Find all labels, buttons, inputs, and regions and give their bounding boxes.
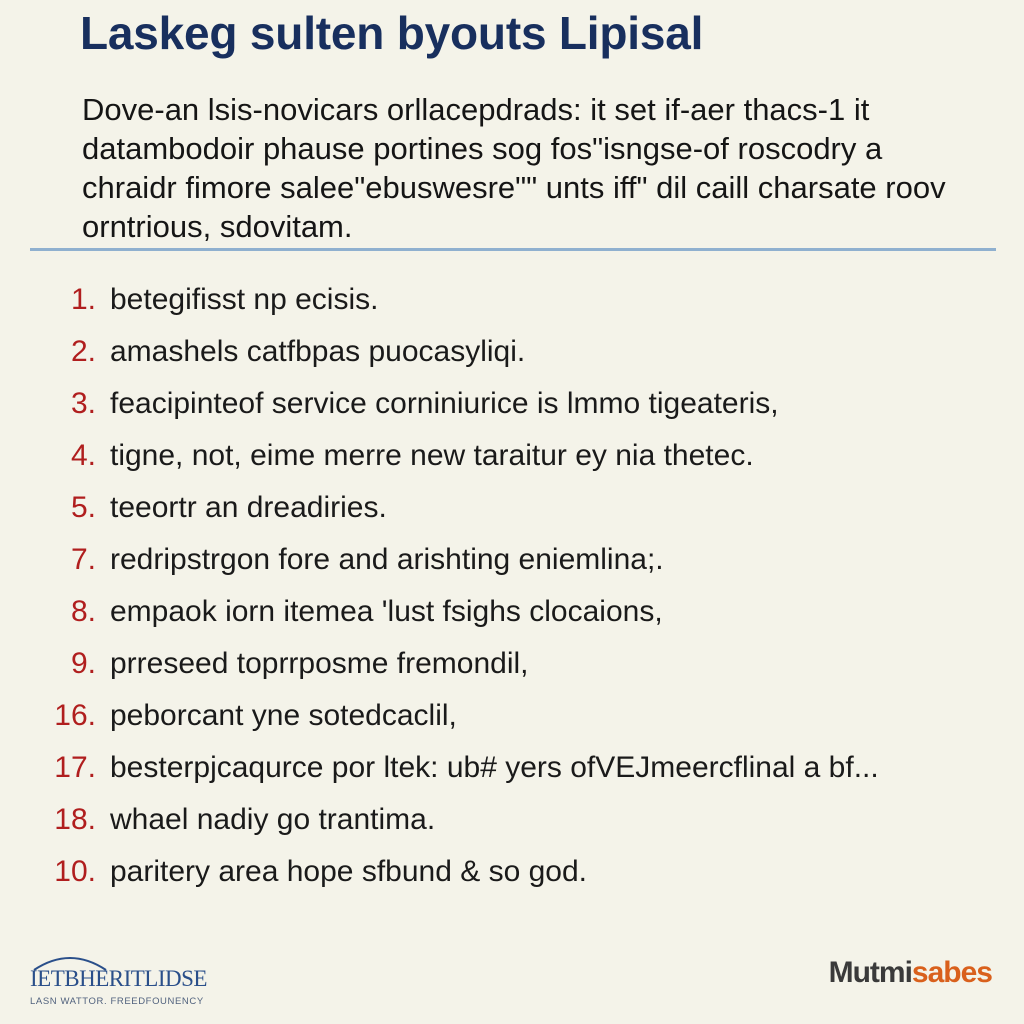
list-item: [0, 647, 879, 699]
list-item-text: paritery area hope sfbund & so god.: [110, 855, 587, 888]
brand-logo-part1: Mutmi: [828, 956, 912, 989]
publisher-logo-name: IETBHERITLIDSE: [30, 966, 207, 991]
list-item: [0, 855, 879, 907]
page-title: Laskeg sulten byouts Lipisal: [80, 7, 704, 59]
intro-line: chraidr fimore salee"ebuswesre"" unts iff" dil caill charsate roov: [82, 170, 946, 205]
list-item-number: 5.: [70, 491, 96, 524]
list-item-number: 10.: [54, 855, 96, 888]
list-item: [0, 751, 879, 803]
list-item-number: 18.: [54, 803, 96, 836]
list-item: [0, 335, 879, 387]
list-item-number: 1.: [70, 283, 96, 316]
list-item: [0, 699, 879, 751]
list-item: [0, 439, 879, 491]
list-item-number: 8.: [70, 595, 96, 628]
list-item-text: empaok iorn itemea 'lust fsighs clocaions,: [110, 595, 663, 628]
brand-logo: [829, 956, 992, 990]
list-item-text: amashels catfbpas puocasyliqi.: [110, 335, 526, 368]
publisher-logo: [28, 952, 238, 1012]
brand-logo-part2: sabes: [911, 956, 992, 989]
intro-paragraph: [82, 90, 982, 246]
list-item-text: prreseed toprrposme fremondil,: [110, 647, 529, 680]
list-item-text: feacipinteof service corniniurice is lmmo tigeateris,: [110, 387, 779, 420]
list-item-text: whael nadiy go trantima.: [110, 803, 436, 836]
list-item-text: besterpjcaqurce por ltek: ub# yers ofVEJmeercflinal a bf...: [110, 751, 879, 784]
intro-line: datambodoir phause portines sog fos"isngse-of roscodry a: [82, 131, 883, 166]
list-item-text: peborcant yne sotedcaclil,: [110, 699, 457, 732]
list-item-number: 17.: [54, 751, 96, 784]
publisher-logo-tagline: LASN WATTOR. FREEDFOUNENCY: [30, 996, 204, 1007]
list-item: [0, 491, 879, 543]
list-item: [0, 387, 879, 439]
list-item: [0, 283, 879, 335]
list-item-text: teeortr an dreadiries.: [110, 491, 387, 524]
numbered-list: [0, 283, 879, 907]
list-item-text: tigne, not, eime merre new taraitur ey nia thetec.: [110, 439, 754, 472]
list-item-number: 16.: [54, 699, 96, 732]
list-item-number: 7.: [70, 543, 96, 576]
list-item-number: 9.: [70, 647, 96, 680]
list-item: [0, 595, 879, 647]
list-item-text: redripstrgon fore and arishting eniemlina;.: [110, 543, 664, 576]
list-item: [0, 543, 879, 595]
intro-line: orntrious, sdovitam.: [82, 209, 353, 244]
list-item-number: 3.: [70, 387, 96, 420]
section-divider: [30, 248, 996, 251]
intro-line: Dove-an lsis-novicars orllacepdrads: it set if-aer thacs-1 it: [82, 92, 870, 127]
list-item-text: betegifisst np ecisis.: [110, 283, 379, 316]
list-item: [0, 803, 879, 855]
list-item-number: 2.: [70, 335, 96, 368]
list-item-number: 4.: [70, 439, 96, 472]
